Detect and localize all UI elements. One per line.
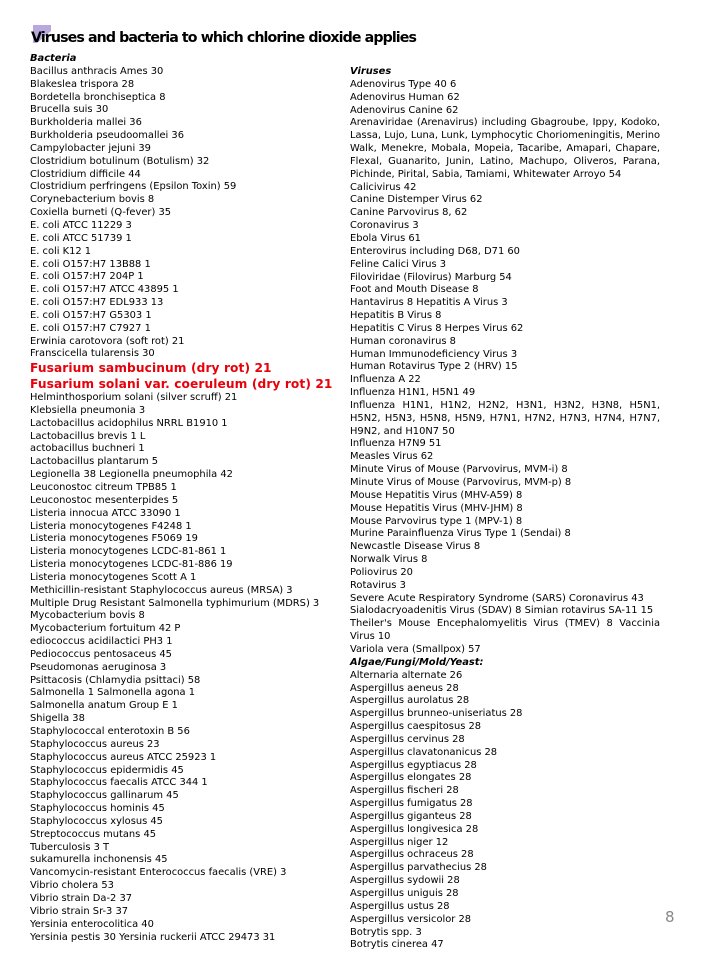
list-item: Norwalk Virus 8 [350,554,428,566]
list-item: Clostridium botulinum (Botulism) 32 [30,155,210,167]
list-item: Aspergillus cervinus 28 [350,733,465,745]
viruses-heading: Viruses [350,66,392,77]
list-item: Aspergillus fischeri 28 [350,785,459,797]
list-item: Newcastle Disease Virus 8 [350,541,481,553]
list-item: Staphylococcus epidermidis 45 [30,764,184,776]
list-item: Tuberculosis 3 T [30,841,110,853]
list-item: Poliovirus 20 [350,566,413,578]
list-item: Mouse Hepatitis Virus (MHV-A59) 8 [350,489,523,501]
list-item: E. coli O157:H7 C7927 1 [30,322,151,334]
list-item: Blakeslea trispora 28 [30,78,135,90]
viruses-fungi-column [350,66,660,952]
list-item: E. coli K12 1 [30,245,92,257]
list-item: Influenza H7N9 51 [350,438,442,450]
list-item: Salmonella 1 Salmonella agona 1 [30,687,195,699]
list-item: Aspergillus niger 12 [350,836,449,848]
fungi-list [350,670,660,953]
list-item: Murine Parainfluenza Virus Type 1 (Sendai) 8 [350,528,571,540]
list-item: Lactobacillus brevis 1 L [30,430,146,442]
list-item: Multiple Drug Resistant Salmonella typhimurium (MDRS) 3 [30,597,320,609]
list-item: Corynebacterium bovis 8 [30,194,155,206]
list-item: Salmonella anatum Group E 1 [30,700,178,712]
list-item: Franscicella tularensis 30 [30,348,155,360]
list-item: Aspergillus elongates 28 [350,772,472,784]
list-item: Aspergillus longivesica 28 [350,823,479,835]
list-item: Leuconostoc citreum TPB85 1 [30,481,177,493]
list-item: Sialodacryoadenitis Virus (SDAV) 8 Simian rotavirus SA-11 15 [350,605,654,617]
list-item: Aspergillus aurolatus 28 [350,695,470,707]
list-item: Aspergillus ochraceus 28 [350,849,474,861]
list-item: Clostridium difficile 44 [30,168,141,180]
list-item: E. coli O157:H7 13B88 1 [30,258,151,270]
list-item: Minute Virus of Mouse (Parvovirus, MVM-p) 8 [350,477,572,488]
list-item: Influenza H1N1, H1N2, H2N2, H3N1, H3N2, H3N8, H5N1, H5N2, H5N3, H5N8, H5N9, H7N1, H7N2, H7N3, H7N4, H7N7, H9N2, and H10N7 50 [350,399,660,437]
list-item: Aspergillus caespitosus 28 [350,721,482,733]
list-item: Staphylococcus aureus ATCC 25923 1 [30,751,217,763]
list-item: Listeria monocytogenes LCDC-81-886 19 [30,559,233,571]
list-item: Aspergillus aeneus 28 [350,682,459,694]
list-item: Staphylococcus xylosus 45 [30,815,163,827]
list-item: Vibrio strain Da-2 37 [30,892,133,904]
list-item: Staphylococcus gallinarum 45 [30,790,179,802]
list-item: Mouse Parvovirus type 1 (MPV-1) 8 [350,515,523,527]
list-item: Measles Virus 62 [350,451,434,463]
list-item: Aspergillus fumigatus 28 [350,798,473,810]
list-item: Enterovirus including D68, D71 60 [350,245,520,257]
list-item: Canine Parvovirus 8, 62 [350,207,468,219]
list-item: Mouse Hepatitis Virus (MHV-JHM) 8 [350,502,523,514]
list-item: Botrytis cinerea 47 [350,939,444,951]
list-item: E. coli O157:H7 EDL933 13 [30,297,164,309]
list-item: Mycobacterium bovis 8 [30,610,145,622]
list-item: Fusarium sambucinum (dry rot) 21 [30,361,272,376]
list-item: Mycobacterium fortuitum 42 P [30,623,181,635]
fungi-heading: Algae/Fungi/Mold/Yeast: [350,656,484,668]
list-item: Aspergillus giganteus 28 [350,810,472,822]
list-item: Hepatitis C Virus 8 Herpes Virus 62 [350,322,524,334]
list-item: Calicivirus 42 [350,181,417,193]
page-title: Viruses and bacteria to which chlorine dioxide applies [31,30,417,46]
list-item: Leuconostoc mesenterpides 5 [30,494,179,506]
list-item: Hepatitis B Virus 8 [350,310,442,322]
bacteria-heading: Bacteria [30,53,77,64]
list-item: sukamurella inchonensis 45 [30,854,168,866]
bacteria-column [30,53,348,944]
list-item: E. coli O157:H7 ATCC 43895 1 [30,284,179,296]
list-item: Bacillus anthracis Ames 30 [30,65,164,77]
list-item: Campylobacter jejuni 39 [30,142,151,154]
list-item: Listeria monocytogenes LCDC-81-861 1 [30,546,227,558]
list-item: Legionella 38 Legionella pneumophila 42 [30,469,233,481]
list-item: Methicillin-resistant Staphylococcus aureus (MRSA) 3 [30,584,293,596]
list-item: Erwinia carotovora (soft rot) 21 [30,335,185,347]
virus-list [350,79,660,657]
page-number: 8 [665,908,675,926]
list-item: E. coli ATCC 11229 3 [30,219,132,231]
list-item: Staphylococcus aureus 23 [30,738,160,750]
list-item: Feline Calici Virus 3 [350,258,447,270]
list-item: Filoviridae (Filovirus) Marburg 54 [350,271,512,283]
list-item: Klebsiella pneumonia 3 [30,404,146,416]
list-item: Burkholderia pseudoomallei 36 [30,130,184,142]
list-item: Aspergillus brunneo-uniseriatus 28 [350,708,523,720]
list-item: Lactobacillus acidophilus NRRL B1910 1 [30,417,228,429]
list-item: Listeria monocytogenes Scott A 1 [30,571,197,583]
list-item: Minute Virus of Mouse (Parvovirus, MVM-i) 8 [350,464,568,476]
list-item: Human Rotavirus Type 2 (HRV) 15 [350,361,518,373]
list-item: Brucella suis 30 [30,104,109,116]
list-item: Helminthosporium solani (silver scruff) 21 [30,392,238,404]
list-item: Yersinia pestis 30 Yersinia ruckerii ATCC 29473 31 [30,931,276,943]
list-item: Hantavirus 8 Hepatitis A Virus 3 [350,297,508,309]
list-item: Aspergillus parvathecius 28 [350,862,487,874]
list-item: Human Immunodeficiency Virus 3 [350,348,518,360]
list-item: Foot and Mouth Disease 8 [350,284,479,296]
list-item: Aspergillus sydowii 28 [350,875,460,887]
list-item: Clostridium perfringens (Epsilon Toxin) 59 [30,181,237,193]
list-item: Psittacosis (Chlamydia psittaci) 58 [30,674,201,686]
list-item: Rotavirus 3 [350,579,406,591]
list-item: Vibrio cholera 53 [30,880,114,892]
list-item: Listeria monocytogenes F4248 1 [30,520,192,532]
list-item: Alternaria alternate 26 [350,669,463,681]
list-item: Severe Acute Respiratory Syndrome (SARS) Coronavirus 43 [350,592,644,604]
list-item: Vancomycin-resistant Enterococcus faecalis (VRE) 3 [30,867,287,879]
list-item: Ebola Virus 61 [350,232,421,244]
list-item: Listeria innocua ATCC 33090 1 [30,507,181,519]
list-item: Adenovirus Type 40 6 [350,78,457,90]
list-item: Coronavirus 3 [350,220,419,232]
list-item: ediococcus acidilactici PH3 1 [30,636,173,648]
list-item: Burkholderia mallei 36 [30,117,142,129]
list-item: Aspergillus egyptiacus 28 [350,759,477,771]
list-item: Pseudomonas aeruginosa 3 [30,661,167,673]
list-item: Fusarium solani var. coeruleum (dry rot) 21 [30,376,333,391]
list-item: Streptococcus mutans 45 [30,828,157,840]
list-item: E. coli O157:H7 204P 1 [30,271,144,283]
list-item: Botrytis spp. 3 [350,926,422,938]
list-item: Listeria monocytogenes F5069 19 [30,533,198,545]
bacteria-list [30,66,348,945]
list-item: Aspergillus ustus 28 [350,900,450,912]
list-item: Theiler's Mouse Encephalomyelitis Virus (TMEV) 8 Vaccinia Virus 10 [350,618,660,643]
list-item: E. coli ATCC 51739 1 [30,232,132,244]
list-item: Influenza H1N1, H5N1 49 [350,387,476,399]
list-item: Staphylococcal enterotoxin B 56 [30,726,190,737]
list-item: Pediococcus pentosaceus 45 [30,648,172,660]
list-item: Vibrio strain Sr-3 37 [30,905,129,917]
list-item: Bordetella bronchiseptica 8 [30,91,166,103]
list-item: Lactobacillus plantarum 5 [30,456,159,468]
list-item: Yersinia enterocolitica 40 [30,918,154,930]
list-item: Adenovirus Human 62 [350,91,460,103]
list-item: Aspergillus uniguis 28 [350,888,459,899]
list-item: Staphylococcus hominis 45 [30,803,165,815]
list-item: actobacillus buchneri 1 [30,443,145,455]
list-item: Aspergillus clavatonanicus 28 [350,746,498,758]
list-item: Coxiella burneti (Q-fever) 35 [30,207,172,219]
list-item: Canine Distemper Virus 62 [350,194,483,206]
list-item: Human coronavirus 8 [350,335,456,347]
list-item: Variola vera (Smallpox) 57 [350,643,481,655]
list-item: Adenovirus Canine 62 [350,104,459,116]
list-item: E. coli O157:H7 G5303 1 [30,309,152,321]
list-item: Influenza A 22 [350,374,421,386]
list-item: Aspergillus versicolor 28 [350,913,472,925]
list-item: Shigella 38 [30,713,85,725]
list-item: Staphylococcus faecalis ATCC 344 1 [30,777,208,789]
list-item: Arenaviridae (Arenavirus) including Gbagroube, Ippy, Kodoko, Lassa, Lujo, Luna, Lunk, Lymphocytic Choriomeningitis, Merino Walk, Menekre, Mobala, Mopeia, Tacaribe, Amapari, Chapare, Flexal, Guanarito, Junin, Latino, Machupo, Oliveros, Parana, Pichinde, Pirital, Sabia, Tamiami, Whitewater Arroyo 54 [350,117,660,180]
